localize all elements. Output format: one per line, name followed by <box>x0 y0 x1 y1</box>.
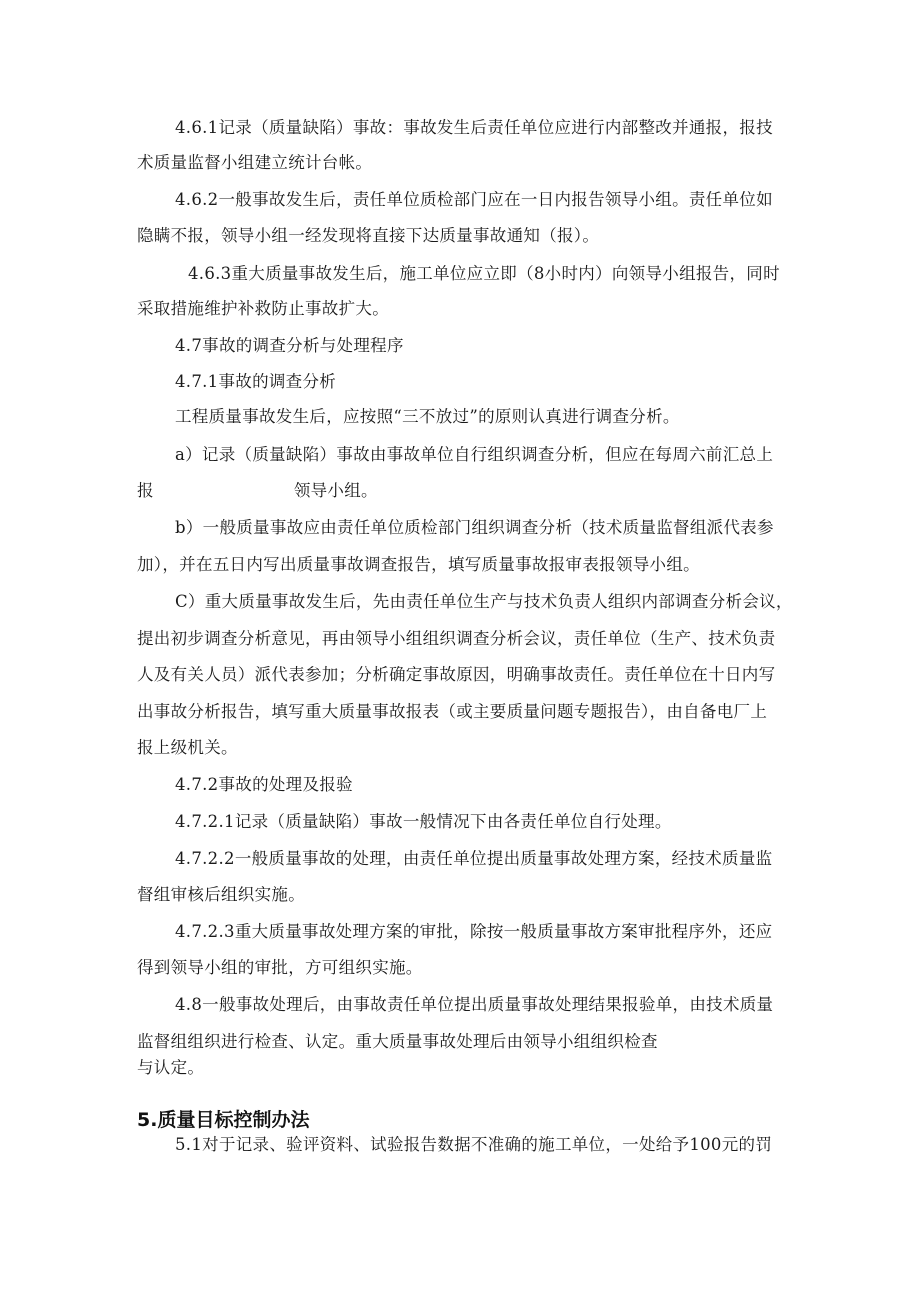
para-4-8-line-2: 监督组组织进行检查、认定。重大质量事故处理后由领导小组组织检查 <box>137 1032 658 1051</box>
para-4-8-line-3: 与认定。 <box>137 1058 205 1077</box>
para-intro: 工程质量事故发生后，应按照“三不放过”的原则认真进行调查分析。 <box>175 407 680 426</box>
para-c-line-4: 出事故分析报告，填写重大质量事故报表（或主要质量问题专题报告），由自备电厂上 <box>137 702 768 721</box>
para-a-line-1: a）记录（质量缺陷）事故由事故单位自行组织调查分析，但应在每周六前汇总上 <box>175 445 774 464</box>
para-a-line-2-end: 领导小组。 <box>293 481 378 500</box>
para-c-line-3: 人及有关人员）派代表参加；分析确定事故原因，明确事故责任。责任单位在十日内写 <box>137 665 776 684</box>
para-4-6-1-line-1: 4.6.1记录（质量缺陷）事故：事故发生后责任单位应进行内部整改并通报，报技 <box>175 118 773 137</box>
para-4-6-2-line-1: 4.6.2一般事故发生后，责任单位质检部门应在一日内报告领导小组。责任单位如 <box>175 190 773 209</box>
para-4-7-2-3-line-1: 4.7.2.3重大质量事故处理方案的审批，除按一般质量事故方案审批程序外，还应 <box>175 922 773 941</box>
para-4-7-2-2-line-2: 督组审核后组织实施。 <box>137 885 305 904</box>
para-a-line-2 <box>137 481 378 501</box>
para-4-8-line-1: 4.8一般事故处理后，由事故责任单位提出质量事故处理结果报验单，由技术质量 <box>175 995 774 1014</box>
para-4-7-2-2-line-1: 4.7.2.2一般质量事故的处理，由责任单位提出质量事故处理方案，经技术质量监 <box>175 849 773 868</box>
heading-4-7-1: 4.7.1事故的调查分析 <box>175 372 337 391</box>
para-5-1: 5.1对于记录、验评资料、试验报告数据不准确的施工单位，一处给予100元的罚 <box>175 1135 773 1154</box>
para-c-line-2: 提出初步调查分析意见，再由领导小组组织调查分析会议，责任单位（生产、技术负责 <box>137 629 776 648</box>
section-5-title: 5.质量目标控制办法 <box>137 1109 310 1131</box>
para-4-7-2-1: 4.7.2.1记录（质量缺陷）事故一般情况下由各责任单位自行处理。 <box>175 812 672 831</box>
para-b-line-2: 加），并在五日内写出质量事故调查报告，填写质量事故报审表报领导小组。 <box>137 555 700 574</box>
para-4-6-2-line-2: 隐瞒不报，领导小组一经发现将直接下达质量事故通知（报）。 <box>137 226 600 245</box>
para-b-line-1: b）一般质量事故应由责任单位质检部门组织调查分析（技术质量监督组派代表参 <box>175 518 774 537</box>
para-4-7-2-3-line-2: 得到领导小组的审批，方可组织实施。 <box>137 958 423 977</box>
para-4-6-1-line-2: 术质量监督小组建立统计台帐。 <box>137 153 373 172</box>
heading-4-7: 4.7事故的调查分析与处理程序 <box>175 336 404 355</box>
para-4-6-3-line-1: 4.6.3重大质量事故发生后，施工单位应立即（8小时内）向领导小组报告，同时 <box>188 264 780 283</box>
para-c-line-5: 报上级机关。 <box>137 738 238 757</box>
heading-4-7-2: 4.7.2事故的处理及报验 <box>175 775 353 794</box>
para-c-line-1: C）重大质量事故发生后，先由责任单位生产与技术负责人组织内部调查分析会议， <box>175 592 793 611</box>
para-a-line-2-start: 报 <box>137 481 154 500</box>
para-4-6-3-line-2: 采取措施维护补救防止事故扩大。 <box>137 299 389 318</box>
